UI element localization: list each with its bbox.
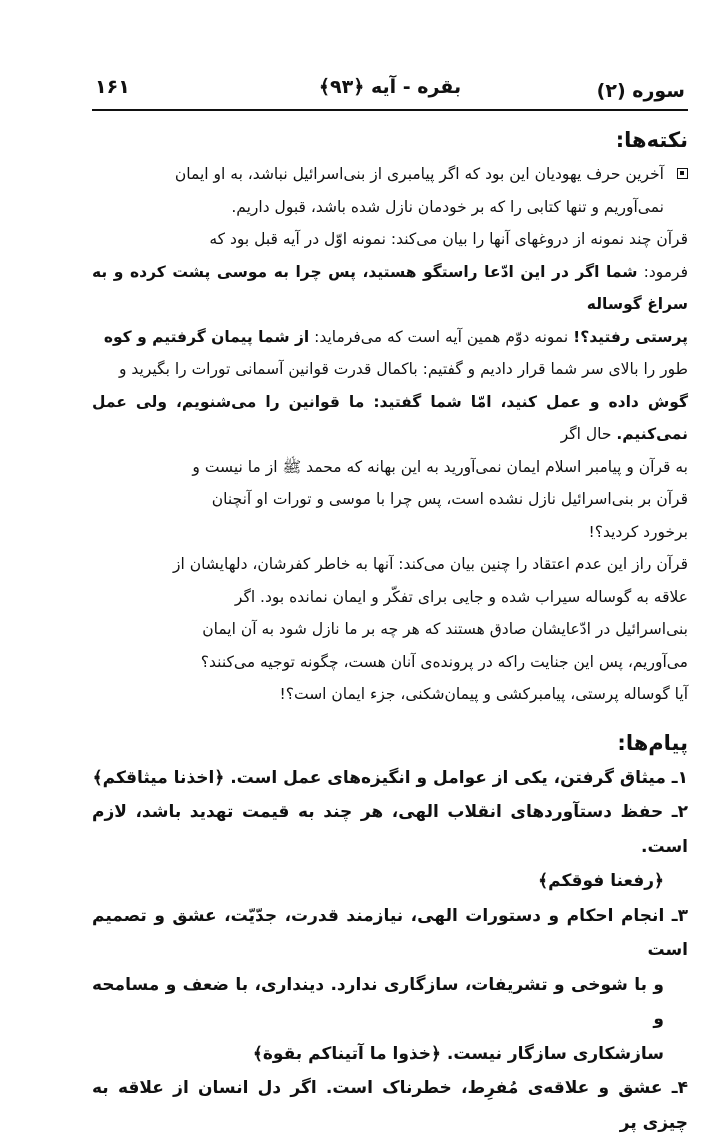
text-line: برخورد کردید؟!	[588, 522, 688, 541]
bold-quote: گوش داده و عمل کنید، امّا شما گفتید: ما قوانین را می‌شنویم، ولی عمل نمی‌کنیم.	[92, 392, 688, 443]
text-line: قرآن چند نمونه از دروغهای آنها را بیان می‌کند: نمونه اوّل در آیه قبل بود که	[209, 230, 688, 248]
text-line: قرآن راز این عدم اعتقاد را چنین بیان می‌کند: آنها به خاطر کفرشان، دلهایشان از	[173, 555, 688, 573]
bold-quote: شما اگر در این ادّعا راستگو هستید، پس چرا به موسی پشت کرده و به سراغ گوساله	[92, 262, 688, 313]
text-line: آخرین حرف یهودیان این بود که اگر پیامبری از بنی‌اسرائیل نباشد، به او ایمان	[174, 165, 664, 183]
text-line: بنی‌اسرائیل در ادّعایشان صادق هستند که هر چه بر ما نازل شود به آن ایمان	[202, 620, 688, 638]
message-2-reference: ﴿رفعنا فوقکم﴾	[538, 871, 664, 891]
text-line: قرآن بر بنی‌اسرائیل نازل نشده است، پس چرا با موسی و تورات او آنچنان	[211, 490, 688, 508]
notes-heading: نکته‌ها:	[615, 128, 688, 152]
message-1: ۱ـ میثاق گرفتن، یکی از عوامل و انگیزه‌های عمل است. ﴿اخذنا میثاقکم﴾	[92, 767, 688, 788]
text-span: حال اگر	[560, 425, 617, 443]
message-3-line: و با شوخی و تشریفات، سازگاری ندارد. دینداری، با ضعف و مسامحه و	[92, 974, 664, 1029]
bold-quote: از شما پیمان گرفتیم و کوه	[103, 327, 310, 346]
bold-quote: پرستی رفتید؟!	[573, 327, 688, 346]
text-line	[92, 321, 688, 354]
section-gap	[92, 711, 688, 725]
page-number: ۱۶۱	[95, 76, 130, 98]
text-line: می‌آوریم، پس این جنایت راکه در پرونده‌ی آنان هست، چگونه توجیه می‌کنند؟	[200, 652, 688, 671]
ayah-title: بقره - آیه ﴿۹۳﴾	[318, 76, 462, 98]
text-line: به قرآن و پیامبر اسلام ایمان نمی‌آورید به این بهانه که محمد ﷺ از ما نیست و	[192, 457, 688, 476]
square-bullet-icon	[677, 168, 688, 179]
text-span: نمونه دوّم همین آیه است که می‌فرماید:	[309, 327, 574, 346]
text-line	[92, 386, 688, 451]
note-paragraph-2	[92, 223, 688, 548]
text-line: آیا گوساله پرستی، پیامبرکشی و پیمان‌شکنی، جزء ایمان است؟!	[279, 685, 688, 703]
text-line: نمی‌آوریم و تنها کتابی را که بر خودمان نازل شده باشد، قبول داریم.	[231, 197, 664, 216]
header-rule	[92, 109, 688, 111]
text-span: فرمود:	[637, 262, 688, 281]
sura-label: سوره (۲)	[596, 80, 685, 102]
message-3-line: سازشکاری سازگار نیست. ﴿خذوا ما آتیناکم بقوة﴾	[252, 1043, 664, 1064]
message-4: ۴ـ عشق و علاقه‌ی مُفرِط، خطرناک است. اگر دل انسان از علاقه به چیزی پر	[92, 1078, 688, 1133]
page-body	[92, 122, 688, 1140]
message-3-line: ۳ـ انجام احکام و دستورات الهی، نیازمند قدرت، جدّیّت، عشق و تصمیم است	[92, 905, 688, 960]
page-header	[95, 76, 685, 106]
note-paragraph-3	[92, 548, 688, 711]
note-bullet-1	[92, 158, 688, 223]
text-line: علاقه به گوساله سیراب شده و جایی برای تفکّر و ایمان نمانده بود. اگر	[234, 587, 688, 606]
messages-heading: پیام‌ها:	[617, 730, 688, 755]
message-2: ۲ـ حفظ دستآوردهای انقلاب الهی، هر چند به قیمت تهدید باشد، لازم است.	[92, 802, 688, 857]
bold-line: طور را بالای سر شما قرار دادیم و گفتیم: باکمال قدرت قوانین آسمانی تورات را بگیرید و	[118, 360, 688, 378]
text-line	[92, 256, 688, 321]
